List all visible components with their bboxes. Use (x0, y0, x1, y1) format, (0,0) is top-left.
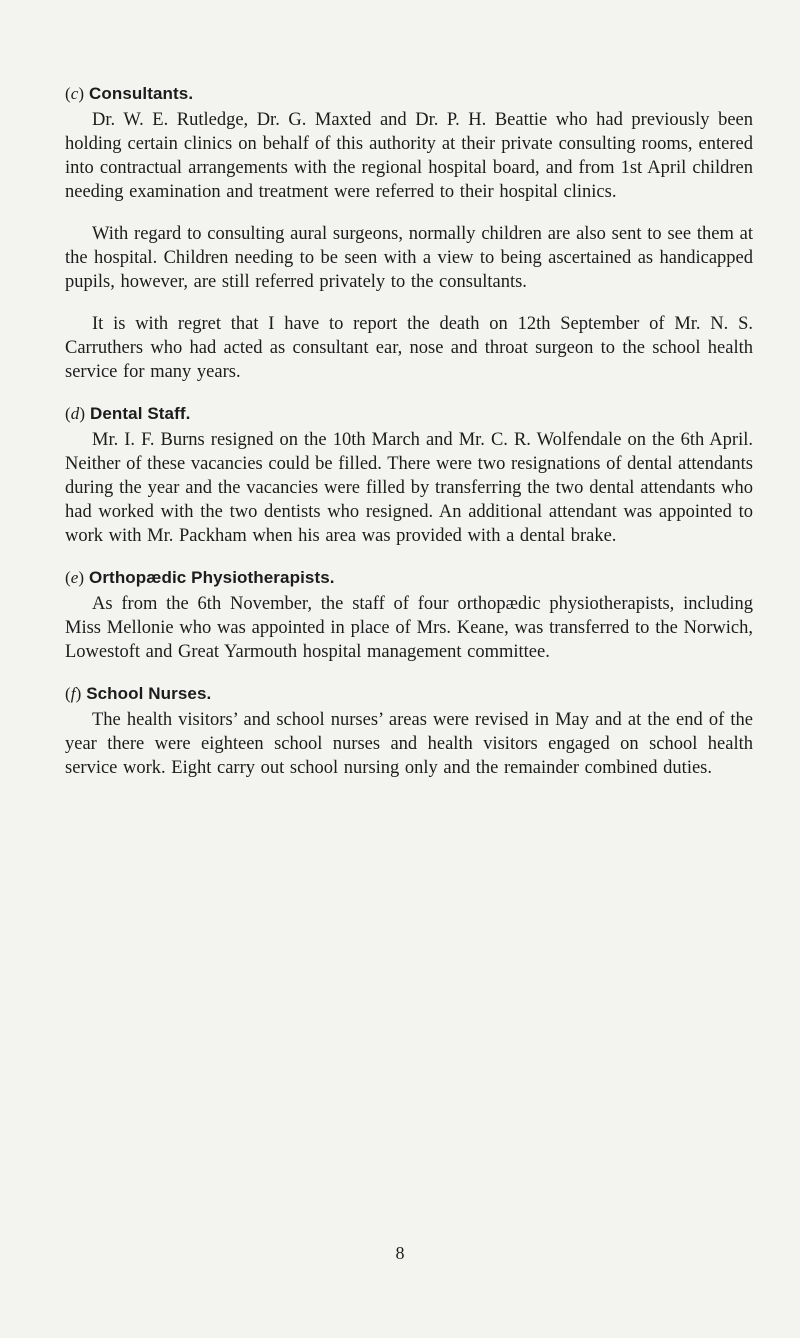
section-title: Orthopædic Physiotherapists. (89, 568, 335, 587)
paragraph: With regard to consulting aural surgeons, normally children are also sent to see them at the hospital. Children needing to be seen with a view to being ascertained as handicapped pupils, however, are still referred privately to the consultants. (65, 224, 753, 292)
section-heading (65, 566, 753, 590)
section-title: School Nurses. (86, 684, 212, 703)
section-heading (65, 402, 753, 426)
paragraph: Mr. I. F. Burns resigned on the 10th March and Mr. C. R. Wolfendale on the 6th April. Neither of these vacancies could be filled. There were two resignations of dental attendants during the year and the vacancies were filled by transferring the two dental attendants who had worked with the two dentists who resigned. An additional attendant was appointed to work with Mr. Packham when his area was provided with a dental brake. (65, 430, 753, 546)
section-title: Consultants. (89, 84, 194, 103)
section-marker: (d) (65, 404, 86, 423)
paragraph: Dr. W. E. Rutledge, Dr. G. Maxted and Dr. P. H. Beattie who had previously been holding certain clinics on behalf of this authority at their private consulting rooms, entered into contractual arrangements with the regional hospital board, and from 1st April children needing examination and treatment were referred to their hospital clinics. (65, 110, 753, 202)
section-marker: (c) (65, 84, 85, 103)
section-marker: (f) (65, 684, 82, 703)
page-number: 8 (395, 1243, 405, 1263)
paragraph: It is with regret that I have to report the death on 12th September of Mr. N. S. Carruthers who had acted as consultant ear, nose and throat surgeon to the school health service for many years. (65, 314, 753, 382)
section-school-nurses (65, 682, 753, 780)
section-marker: (e) (65, 568, 85, 587)
section-dental-staff (65, 402, 753, 548)
document-body (65, 82, 753, 780)
section-heading (65, 82, 753, 106)
section-heading (65, 682, 753, 706)
paragraph: As from the 6th November, the staff of four orthopædic physiotherapists, including Miss Mellonie who was appointed in place of Mrs. Keane, was transferred to the Norwich, Lowestoft and Great Yarmouth hospital management committee. (65, 594, 753, 662)
paragraph: The health visitors’ and school nurses’ areas were revised in May and at the end of the year there were eighteen school nurses and health visitors engaged on school health service work. Eight carry out school nursing only and the remainder combined duties. (65, 710, 753, 778)
section-orthopaedic-physiotherapists (65, 566, 753, 664)
section-title: Dental Staff. (89, 404, 191, 423)
section-consultants (65, 82, 753, 384)
